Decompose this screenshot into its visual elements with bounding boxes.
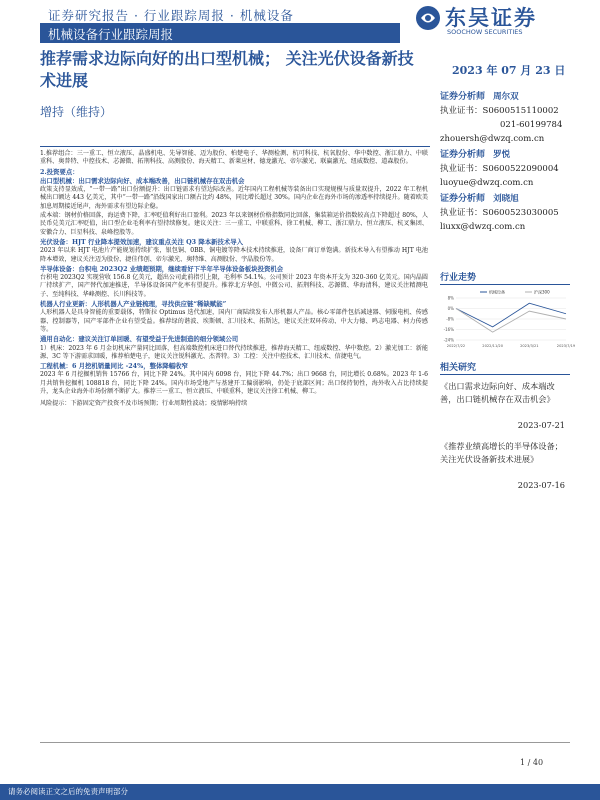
analyst-label: 证券分析师	[440, 150, 486, 160]
body-para: 人形机器人是具身智能的重要载体，特斯拉 Optimus 迭代加速，国内厂商陆续发布人形机器人产品。核心零部件包括减速器、伺服电机、传感器、控制器等，国产零部件企业有望受益。推荐绿的谐波、埃斯顿、汇川技术、拓斯达，建议关注双环传动、中大力德、鸣志电器、柯力传感等。	[40, 309, 428, 333]
y-tick-label: -24%	[443, 337, 454, 343]
y-tick-label: 8%	[447, 295, 454, 301]
trend-title: 行业走势	[440, 273, 477, 283]
x-tick-label: 2023/7/19	[556, 344, 576, 348]
body-portfolio: 1.推荐组合：三一重工、恒立液压、晶盛机电、先导智能、迈为股份、柏楚电子、华测检测、杭可科技、杭氧股份、华中数控、浙江鼎力、中联重科、奥普特、中控技术、芯源微、拓荆科技、高测股份、海天精工、新莱应材、德龙激光、帝尔激光、联赢激光、纽威数控、道森股份。	[40, 150, 428, 166]
company-logo	[415, 2, 565, 42]
x-tick-label: 2023/3/21	[520, 344, 539, 348]
body-subhead-automation: 通用自动化：建议关注订单回暖、有望受益于先进制造的细分领域公司	[40, 335, 239, 344]
analyst-name: 周尔双	[493, 92, 519, 102]
analyst-name: 罗悦	[493, 150, 511, 160]
cert-label: 执业证书：	[440, 164, 483, 174]
analyst-1	[440, 90, 570, 104]
disclaimer-text: 请务必阅读正文之后的免责声明部分	[8, 787, 128, 796]
cert-number: S0600523030005	[482, 208, 559, 218]
rating: 增持（维持）	[40, 105, 113, 119]
page-number: 1 / 40	[520, 758, 544, 767]
related-title: 相关研究	[440, 363, 477, 373]
body-para: 2023 年以来 HJT 电池片产能规划持续扩张，银包铜、0BB、铜电镀等降本技术持续推进，设备厂商订单饱满。新技术导入有望推动 HJT 电池降本增效，建议关注迈为股份、捷佳伟创、帝尔激光、奥特维、高测股份、宇晶股份等。	[40, 247, 428, 263]
analyst-label: 证券分析师	[440, 194, 486, 204]
logo-en: SOOCHOW SECURITIES	[447, 28, 523, 36]
related-item-2[interactable]: 《推荐业绩高增长的半导体设备；关注光伏设备新技术进展》	[440, 441, 563, 464]
body-subhead-construction: 工程机械：6 月挖机销量同比 -24%，整体降幅收窄	[40, 362, 188, 371]
related-date-2: 2023-07-16	[517, 480, 565, 490]
related-divider	[440, 374, 570, 375]
body-para: 台积电 2023Q2 实现营收 156.8 亿美元，超出公司此前指引上限，毛利率 54.1%。公司预计 2023 年资本开支为 320-360 亿美元。国内晶圆厂持续扩产，国产替代加速推进，半导体设备国产化率有望提升。推荐北方华创、中微公司、拓荆科技、芯源微、华海清科，建议关注精测电子、至纯科技、华峰测控、长川科技等。	[40, 274, 428, 298]
report-header	[0, 0, 600, 46]
body-para: 成本端：钢材价格回落，海运费下降，汇率贬值利好出口盈利。2023 年以来钢材价格指数同比回落，集装箱运价指数较高点下降超过 80%，人民币兑美元汇率贬值，出口型企业毛利率有望持续修复。建议关注：三一重工、中联重科、徐工机械、柳工、浙江鼎力、恒立液压、杭叉集团、安徽合力、巨星科技、泉峰控股等。	[40, 212, 428, 236]
y-tick-label: -8%	[446, 316, 454, 322]
analyst-label: 证券分析师	[440, 92, 486, 102]
section-bar	[40, 23, 400, 43]
analyst-panel	[440, 90, 570, 234]
x-tick-label: 2022/11/20	[482, 344, 504, 348]
risk-warning: 风险提示：下游固定资产投资不及市场预期；行业周期性波动；疫情影响持续	[40, 400, 248, 408]
logo-mark-icon	[415, 5, 441, 31]
body-subhead-export: 出口型机械：出口需求边际向好、成本端改善，出口链机械存在双击机会	[40, 176, 245, 185]
disclaimer-bar	[0, 784, 600, 800]
analyst-email[interactable]: liuxx@dwzq.com.cn	[440, 222, 526, 232]
body-para: 政策支持显效成，“一带一路”出口份额提升：出口链需求有望边际改善。近年国内工程机械等装备出口实现规模与质量双提升，2022 年工程机械出口额达 443 亿美元，其中“一带一路”沿线国家出口额占比约 48%，同比增长超过 30%。国内企业在海外市场的渗透率持续提升。随着欧美加息周期接近尾声，海外需求有望边际企稳。	[40, 186, 428, 210]
analyst-2	[440, 148, 570, 162]
analyst-email[interactable]: luoyue@dwzq.com.cn	[440, 178, 534, 188]
report-title: 推荐需求边际向好的出口型机械； 关注光伏设备新技术进展	[40, 49, 414, 90]
cert-number: S0600522090004	[482, 164, 559, 174]
body-subhead-pv: 光伏设备：HJT 行业降本提效加速，建议重点关注 Q3 降本新技术导入	[40, 237, 244, 246]
cert-number: S0600515110002	[482, 106, 559, 116]
trend-chart	[440, 288, 576, 352]
related-item-1[interactable]: 《出口需求边际向好、成本端改善，出口链机械存在双击机会》	[440, 381, 555, 404]
legend-label: 沪深300	[534, 289, 550, 295]
analyst-email[interactable]: zhouersh@dwzq.com.cn	[440, 134, 545, 144]
analyst-3	[440, 192, 570, 206]
cert-label: 执业证书：	[440, 208, 483, 218]
body-para: 1）机床：2023 年 6 月金切机床产量同比回落，但高端数控机床进口替代持续推进，推荐海天精工、纽威数控、华中数控。2）激光加工：新能源、3C 等下游需求回暖，推荐柏楚电子，建议关注锐科激光、杰普特。3）工控：关注中控技术、汇川技术、信捷电气。	[40, 344, 428, 360]
report-date: 2023 年 07 月 23 日	[452, 64, 566, 77]
logo-cn: 东吴证券	[445, 6, 537, 30]
legend-label: 机械设备	[489, 289, 505, 295]
body-subhead-semi: 半导体设备：台积电 2023Q2 业绩超预期，继续看好下半年半导体设备板块投资机会	[40, 264, 284, 273]
breadcrumb: 证券研究报告 · 行业跟踪周报 · 机械设备	[48, 8, 294, 23]
footer-divider	[40, 742, 570, 743]
report-body	[40, 150, 428, 410]
section-bar-label: 机械设备行业跟踪周报	[48, 27, 174, 42]
analyst-name: 刘晓旭	[493, 194, 519, 204]
trend-divider	[440, 284, 570, 285]
x-tick-label: 2022/7/22	[446, 344, 466, 348]
body-heading-points: 2.投资要点：	[40, 167, 79, 176]
body-para: 2023 年 6 月挖掘机销售 15766 台，同比下降 24%。其中国内 6098 台，同比下降 44.7%；出口 9668 台，同比增长 0.68%。2023 年 1-6 月共销售挖掘机 108818 台，同比下降 24%。国内市场受地产与基建开工偏弱影响，仍处于底部区间；出口保持韧性，海外收入占比持续提升，龙头企业海外市场份额不断扩大。推荐三一重工、恒立液压、中联重科，建议关注徐工机械、柳工。	[40, 371, 428, 396]
related-date-1: 2023-07-21	[517, 420, 565, 430]
body-subhead-robot: 机器人行业更新：人形机器人产业链梳理，寻找供应链“稀缺赋能”	[40, 300, 227, 309]
cert-label: 执业证书：	[440, 106, 483, 116]
series-line-2	[456, 309, 566, 333]
title-divider	[40, 146, 430, 147]
analyst-phone: 021-60199784	[500, 120, 563, 130]
y-tick-label: 0%	[447, 306, 454, 311]
y-tick-label: -16%	[443, 327, 454, 332]
